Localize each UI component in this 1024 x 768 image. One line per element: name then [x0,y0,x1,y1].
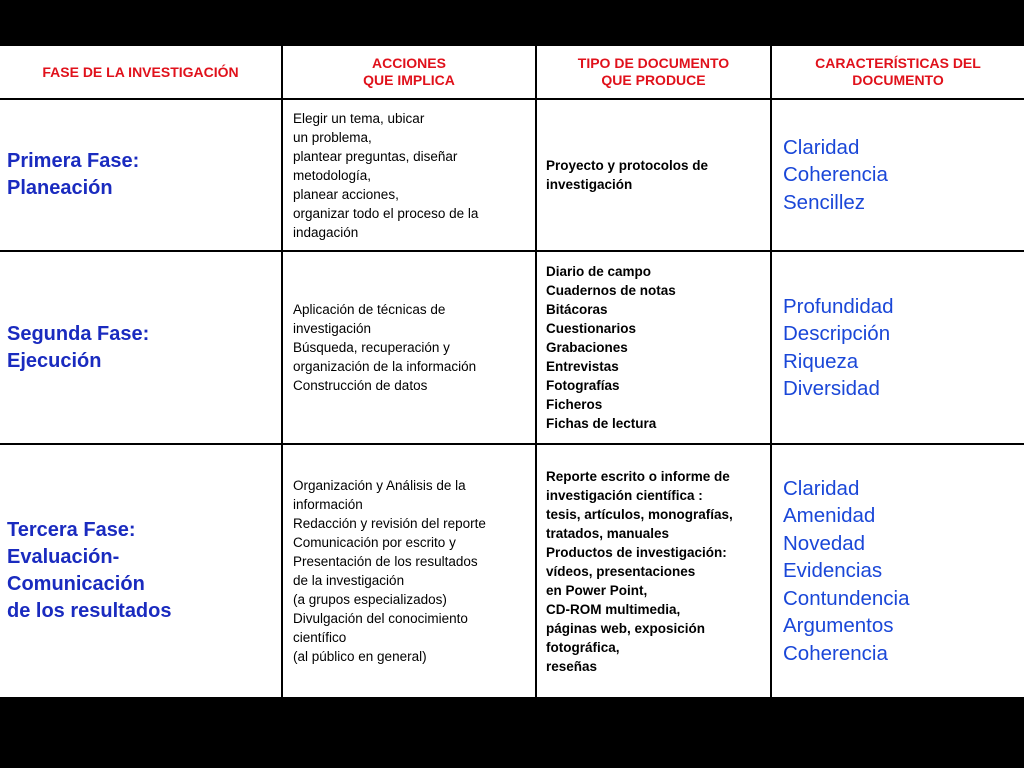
phase-3-characteristics: Claridad Amenidad Novedad Evidencias Contundencia Argumentos Coherencia [783,476,910,665]
header-actions: ACCIONES QUE IMPLICA [363,55,455,88]
phase-2-actions: Aplicación de técnicas de investigación Búsqueda, recuperación y organización de la información Construcción de datos [293,302,477,393]
phase-1-name: Primera Fase: Planeación [7,150,140,199]
phase-1-documents: Proyecto y protocolos de investigación [546,158,709,192]
row-divider [0,98,1024,100]
phase-2-documents: Diario de campo Cuadernos de notas Bitácoras Cuestionarios Grabaciones Entrevistas Fotografías Ficheros Fichas de lectura [546,264,676,431]
row-divider [0,250,1024,252]
column-divider [770,46,772,697]
research-phases-table [0,46,1024,697]
phase-2-name: Segunda Fase: Ejecución [7,322,150,372]
column-divider [281,46,283,697]
phase-1-characteristics: Claridad Coherencia Sencillez [783,135,888,214]
phase-3-documents: Reporte escrito o informe de investigación científica : tesis, artículos, monografías, tratados, manuales Productos de investigación: vídeos, presentaciones en Power Point, CD-ROM multimedia, páginas web, exposición fotográfica, reseñas [546,468,733,674]
phase-1-actions: Elegir un tema, ubicar un problema, plantear preguntas, diseñar metodología, planear acciones, organizar todo el proceso de la indagación [293,110,479,240]
column-divider [535,46,537,697]
row-divider [0,443,1024,445]
phase-3-actions: Organización y Análisis de la información Redacción y revisión del reporte Comunicación por escrito y Presentación de los resultados de la investigación (a grupos especializados) Divulgación del conocimiento científico (al público en general) [293,478,486,664]
phase-2-characteristics: Profundidad Descripción Riqueza Diversidad [783,294,894,400]
header-doc-type: TIPO DE DOCUMENTO QUE PRODUCE [577,55,730,88]
phase-3-name: Tercera Fase: Evaluación- Comunicación de los resultados [7,519,172,622]
header-characteristics: CARACTERÍSTICAS DEL DOCUMENTO [815,55,981,88]
header-phase: FASE DE LA INVESTIGACIÓN [42,63,239,80]
